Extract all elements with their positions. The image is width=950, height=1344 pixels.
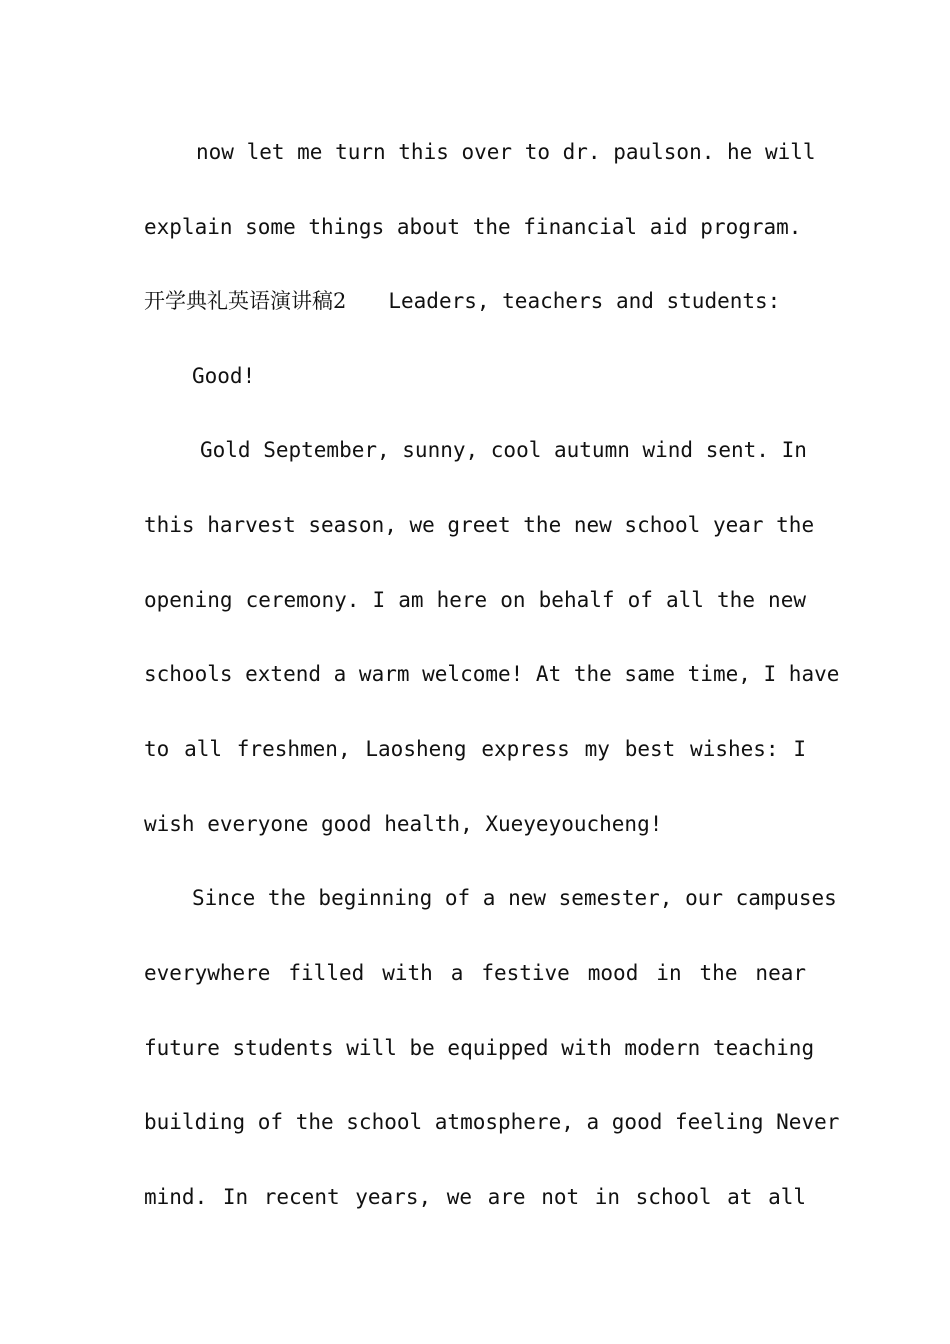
heading-salutation: Leaders, teachers and students: — [388, 289, 781, 313]
text-line: mind. In recent years, we are not in school at all — [144, 1185, 806, 1209]
text-line: wish everyone good health, Xueyeyoucheng! — [144, 812, 663, 836]
text-line: building of the school atmosphere, a good feeling Never — [144, 1110, 840, 1134]
text-line: now let me turn this over to dr. paulson. he will — [196, 140, 816, 164]
text-line: everywhere filled with a festive mood in the near — [144, 961, 806, 985]
heading-title: 开学典礼英语演讲稿2 — [144, 289, 347, 313]
text-line: schools extend a warm welcome! At the same time, I have — [144, 662, 840, 686]
text-line: explain some things about the financial aid program. — [144, 215, 802, 239]
text-line: this harvest season, we greet the new school year the — [144, 513, 815, 537]
text-line: future students will be equipped with modern teaching — [144, 1036, 815, 1060]
text-line: opening ceremony. I am here on behalf of all the new — [144, 588, 806, 612]
text-line: Gold September, sunny, cool autumn wind sent. In — [200, 438, 807, 462]
text-line: to all freshmen, Laosheng express my best wishes: I — [144, 737, 806, 761]
text-line: Since the beginning of a new semester, our campuses — [192, 886, 837, 910]
section-heading — [144, 281, 806, 321]
text-line: Good! — [192, 364, 256, 388]
